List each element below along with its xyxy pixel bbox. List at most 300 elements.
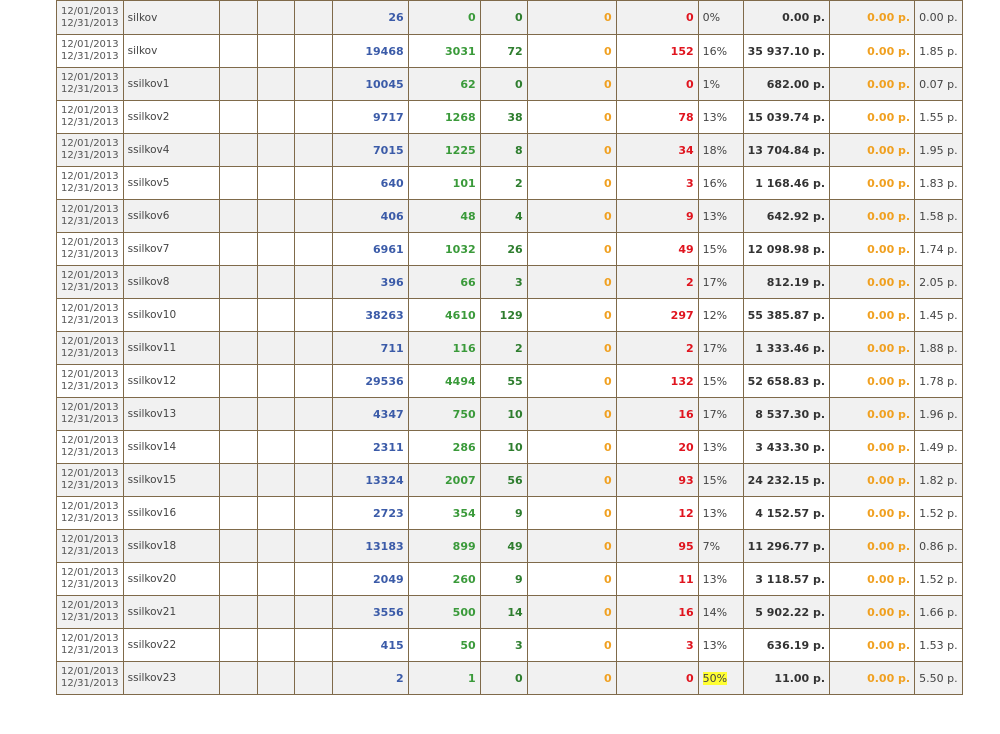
- percent-cell: [698, 299, 743, 332]
- empty-cell: [257, 629, 294, 662]
- rejected-count-cell: 2: [616, 332, 698, 365]
- views-count-cell: 26: [332, 1, 408, 35]
- date-range-cell: [57, 68, 124, 101]
- account-name-cell: ssilkov23: [123, 662, 219, 695]
- date-range-cell: [57, 398, 124, 431]
- percent-cell: [698, 629, 743, 662]
- views-count-cell: 38263: [332, 299, 408, 332]
- account-name-cell: silkov: [123, 35, 219, 68]
- rejected-count-cell: 12: [616, 497, 698, 530]
- date-range-cell: [57, 497, 124, 530]
- table-row: [57, 530, 963, 563]
- table-row: [57, 68, 963, 101]
- clicks-count-cell: 48: [408, 200, 480, 233]
- conversions-count-cell: 10: [480, 431, 527, 464]
- table-row: [57, 563, 963, 596]
- date-range-cell: [57, 629, 124, 662]
- sum-cell: 3 118.57 р.: [743, 563, 829, 596]
- average-cell: 1.58 р.: [915, 200, 963, 233]
- conversions-count-cell: 72: [480, 35, 527, 68]
- empty-cell: [219, 431, 257, 464]
- pending-count-cell: 0: [527, 365, 616, 398]
- percent-cell: [698, 200, 743, 233]
- percent-cell: [698, 431, 743, 464]
- percent-value: 0%: [702, 11, 721, 24]
- date-from: 12/01/2013: [61, 468, 119, 479]
- date-range-cell: [57, 530, 124, 563]
- rejected-count-cell: 93: [616, 464, 698, 497]
- percent-value: 15%: [702, 374, 728, 388]
- conversions-count-cell: 8: [480, 134, 527, 167]
- average-cell: 1.96 р.: [915, 398, 963, 431]
- sum-cell: 812.19 р.: [743, 266, 829, 299]
- bonus-cell: 0.00 р.: [830, 134, 915, 167]
- date-from: 12/01/2013: [61, 5, 119, 17]
- bonus-cell: 0.00 р.: [830, 662, 915, 695]
- empty-cell: [294, 200, 332, 233]
- empty-cell: [219, 1, 257, 35]
- date-from: 12/01/2013: [61, 633, 119, 644]
- bonus-cell: 0.00 р.: [830, 167, 915, 200]
- sum-cell: 55 385.87 р.: [743, 299, 829, 332]
- rejected-count-cell: 78: [616, 101, 698, 134]
- empty-cell: [219, 464, 257, 497]
- account-name-cell: ssilkov2: [123, 101, 219, 134]
- date-range-cell: [57, 1, 124, 35]
- account-name-cell: silkov: [123, 1, 219, 35]
- date-range-cell: [57, 563, 124, 596]
- views-count-cell: 29536: [332, 365, 408, 398]
- table-row: [57, 464, 963, 497]
- percent-value: 13%: [702, 506, 728, 520]
- views-count-cell: 2311: [332, 431, 408, 464]
- date-from: 12/01/2013: [61, 336, 119, 347]
- table-row: [57, 662, 963, 695]
- empty-cell: [257, 1, 294, 35]
- conversions-count-cell: 10: [480, 398, 527, 431]
- empty-cell: [257, 200, 294, 233]
- sum-cell: 35 937.10 р.: [743, 35, 829, 68]
- percent-cell: [698, 365, 743, 398]
- rejected-count-cell: 0: [616, 662, 698, 695]
- date-range-cell: [57, 266, 124, 299]
- rejected-count-cell: 34: [616, 134, 698, 167]
- average-cell: 1.52 р.: [915, 497, 963, 530]
- date-from: 12/01/2013: [61, 369, 119, 380]
- stats-table-wrapper: [56, 0, 963, 695]
- percent-cell: [698, 68, 743, 101]
- empty-cell: [294, 563, 332, 596]
- empty-cell: [257, 134, 294, 167]
- bonus-cell: 0.00 р.: [830, 629, 915, 662]
- date-from: 12/01/2013: [61, 72, 119, 83]
- date-range-cell: [57, 101, 124, 134]
- percent-cell: [698, 35, 743, 68]
- empty-cell: [294, 365, 332, 398]
- date-to: 12/31/2013: [61, 579, 119, 590]
- sum-cell: 1 168.46 р.: [743, 167, 829, 200]
- empty-cell: [294, 629, 332, 662]
- empty-cell: [219, 497, 257, 530]
- percent-cell: [698, 266, 743, 299]
- pending-count-cell: 0: [527, 332, 616, 365]
- account-name-cell: ssilkov14: [123, 431, 219, 464]
- percent-cell: [698, 1, 743, 35]
- date-to: 12/31/2013: [61, 315, 119, 326]
- bonus-cell: 0.00 р.: [830, 398, 915, 431]
- average-cell: 1.49 р.: [915, 431, 963, 464]
- conversions-count-cell: 55: [480, 365, 527, 398]
- percent-cell: [698, 134, 743, 167]
- date-from: 12/01/2013: [61, 435, 119, 446]
- pending-count-cell: 0: [527, 299, 616, 332]
- table-row: [57, 365, 963, 398]
- empty-cell: [219, 398, 257, 431]
- account-name-cell: ssilkov22: [123, 629, 219, 662]
- conversions-count-cell: 14: [480, 596, 527, 629]
- date-from: 12/01/2013: [61, 501, 119, 512]
- rejected-count-cell: 49: [616, 233, 698, 266]
- rejected-count-cell: 16: [616, 596, 698, 629]
- clicks-count-cell: 750: [408, 398, 480, 431]
- average-cell: 1.53 р.: [915, 629, 963, 662]
- table-row: [57, 35, 963, 68]
- percent-value: 1%: [702, 77, 721, 91]
- views-count-cell: 640: [332, 167, 408, 200]
- date-to: 12/31/2013: [61, 282, 119, 293]
- empty-cell: [257, 596, 294, 629]
- clicks-count-cell: 66: [408, 266, 480, 299]
- percent-cell: [698, 167, 743, 200]
- table-row: [57, 431, 963, 464]
- date-to: 12/31/2013: [61, 51, 119, 62]
- bonus-cell: 0.00 р.: [830, 266, 915, 299]
- rejected-count-cell: 132: [616, 365, 698, 398]
- date-range-cell: [57, 35, 124, 68]
- percent-cell: [698, 332, 743, 365]
- account-name-cell: ssilkov6: [123, 200, 219, 233]
- percent-value: 7%: [702, 539, 721, 553]
- clicks-count-cell: 899: [408, 530, 480, 563]
- date-from: 12/01/2013: [61, 105, 119, 116]
- date-range-cell: [57, 299, 124, 332]
- rejected-count-cell: 16: [616, 398, 698, 431]
- account-name-cell: ssilkov10: [123, 299, 219, 332]
- table-row: [57, 233, 963, 266]
- bonus-cell: 0.00 р.: [830, 563, 915, 596]
- sum-cell: 11 296.77 р.: [743, 530, 829, 563]
- account-name-cell: ssilkov15: [123, 464, 219, 497]
- empty-cell: [257, 497, 294, 530]
- sum-cell: 24 232.15 р.: [743, 464, 829, 497]
- average-cell: 2.05 р.: [915, 266, 963, 299]
- table-row: [57, 299, 963, 332]
- date-to: 12/31/2013: [61, 117, 119, 128]
- empty-cell: [294, 101, 332, 134]
- percent-value: 15%: [702, 473, 728, 487]
- views-count-cell: 2723: [332, 497, 408, 530]
- sum-cell: 636.19 р.: [743, 629, 829, 662]
- sum-cell: 0.00 р.: [743, 1, 829, 35]
- percent-cell: [698, 596, 743, 629]
- sum-cell: 13 704.84 р.: [743, 134, 829, 167]
- table-row: [57, 266, 963, 299]
- empty-cell: [219, 167, 257, 200]
- sum-cell: 52 658.83 р.: [743, 365, 829, 398]
- table-row: [57, 200, 963, 233]
- empty-cell: [257, 530, 294, 563]
- percent-value: 18%: [702, 143, 728, 157]
- empty-cell: [219, 662, 257, 695]
- empty-cell: [294, 134, 332, 167]
- table-body: [57, 1, 963, 695]
- account-name-cell: ssilkov7: [123, 233, 219, 266]
- clicks-count-cell: 50: [408, 629, 480, 662]
- views-count-cell: 396: [332, 266, 408, 299]
- empty-cell: [294, 68, 332, 101]
- pending-count-cell: 0: [527, 233, 616, 266]
- table-row: [57, 497, 963, 530]
- rejected-count-cell: 3: [616, 629, 698, 662]
- empty-cell: [294, 266, 332, 299]
- clicks-count-cell: 1268: [408, 101, 480, 134]
- percent-value: 17%: [702, 341, 728, 355]
- clicks-count-cell: 260: [408, 563, 480, 596]
- bonus-cell: 0.00 р.: [830, 332, 915, 365]
- pending-count-cell: 0: [527, 101, 616, 134]
- empty-cell: [294, 530, 332, 563]
- percent-cell: [698, 233, 743, 266]
- empty-cell: [257, 266, 294, 299]
- conversions-count-cell: 129: [480, 299, 527, 332]
- percent-value: 17%: [702, 275, 728, 289]
- views-count-cell: 13324: [332, 464, 408, 497]
- date-to: 12/31/2013: [61, 150, 119, 161]
- average-cell: 0.07 р.: [915, 68, 963, 101]
- rejected-count-cell: 3: [616, 167, 698, 200]
- average-cell: 1.78 р.: [915, 365, 963, 398]
- date-to: 12/31/2013: [61, 381, 119, 392]
- pending-count-cell: 0: [527, 596, 616, 629]
- bonus-cell: 0.00 р.: [830, 1, 915, 35]
- percent-cell: [698, 530, 743, 563]
- date-from: 12/01/2013: [61, 204, 119, 215]
- percent-value: 15%: [702, 242, 728, 256]
- pending-count-cell: 0: [527, 398, 616, 431]
- date-to: 12/31/2013: [61, 645, 119, 656]
- empty-cell: [219, 35, 257, 68]
- empty-cell: [257, 233, 294, 266]
- empty-cell: [219, 629, 257, 662]
- date-range-cell: [57, 200, 124, 233]
- views-count-cell: 711: [332, 332, 408, 365]
- date-from: 12/01/2013: [61, 270, 119, 281]
- sum-cell: 682.00 р.: [743, 68, 829, 101]
- views-count-cell: 415: [332, 629, 408, 662]
- pending-count-cell: 0: [527, 35, 616, 68]
- table-row: [57, 596, 963, 629]
- conversions-count-cell: 9: [480, 563, 527, 596]
- bonus-cell: 0.00 р.: [830, 431, 915, 464]
- table-row: [57, 332, 963, 365]
- percent-cell: [698, 398, 743, 431]
- percent-value: 12%: [702, 308, 728, 322]
- conversions-count-cell: 38: [480, 101, 527, 134]
- bonus-cell: 0.00 р.: [830, 596, 915, 629]
- percent-value: 16%: [702, 44, 728, 58]
- empty-cell: [294, 332, 332, 365]
- percent-cell: [698, 101, 743, 134]
- date-to: 12/31/2013: [61, 678, 119, 689]
- date-to: 12/31/2013: [61, 612, 119, 623]
- empty-cell: [294, 299, 332, 332]
- percent-value: 14%: [702, 605, 728, 619]
- pending-count-cell: 0: [527, 266, 616, 299]
- views-count-cell: 3556: [332, 596, 408, 629]
- average-cell: 1.45 р.: [915, 299, 963, 332]
- percent-value: 16%: [702, 176, 728, 190]
- empty-cell: [219, 101, 257, 134]
- average-cell: 1.85 р.: [915, 35, 963, 68]
- date-from: 12/01/2013: [61, 402, 119, 413]
- date-to: 12/31/2013: [61, 17, 119, 29]
- date-range-cell: [57, 596, 124, 629]
- rejected-count-cell: 95: [616, 530, 698, 563]
- empty-cell: [257, 101, 294, 134]
- empty-cell: [294, 398, 332, 431]
- empty-cell: [219, 563, 257, 596]
- clicks-count-cell: 1: [408, 662, 480, 695]
- date-range-cell: [57, 167, 124, 200]
- average-cell: 0.86 р.: [915, 530, 963, 563]
- average-cell: 1.88 р.: [915, 332, 963, 365]
- pending-count-cell: 0: [527, 431, 616, 464]
- sum-cell: 15 039.74 р.: [743, 101, 829, 134]
- bonus-cell: 0.00 р.: [830, 497, 915, 530]
- empty-cell: [219, 299, 257, 332]
- average-cell: 1.66 р.: [915, 596, 963, 629]
- percent-value: 13%: [702, 440, 728, 454]
- empty-cell: [294, 431, 332, 464]
- clicks-count-cell: 0: [408, 1, 480, 35]
- sum-cell: 642.92 р.: [743, 200, 829, 233]
- account-name-cell: ssilkov16: [123, 497, 219, 530]
- account-name-cell: ssilkov18: [123, 530, 219, 563]
- percent-cell: [698, 464, 743, 497]
- empty-cell: [219, 68, 257, 101]
- pending-count-cell: 0: [527, 497, 616, 530]
- average-cell: 1.74 р.: [915, 233, 963, 266]
- date-to: 12/31/2013: [61, 348, 119, 359]
- percent-value: 13%: [702, 572, 728, 586]
- empty-cell: [294, 167, 332, 200]
- views-count-cell: 6961: [332, 233, 408, 266]
- sum-cell: 12 098.98 р.: [743, 233, 829, 266]
- conversions-count-cell: 3: [480, 266, 527, 299]
- average-cell: 1.82 р.: [915, 464, 963, 497]
- empty-cell: [294, 233, 332, 266]
- account-name-cell: ssilkov5: [123, 167, 219, 200]
- empty-cell: [294, 497, 332, 530]
- bonus-cell: 0.00 р.: [830, 299, 915, 332]
- date-range-cell: [57, 365, 124, 398]
- empty-cell: [257, 299, 294, 332]
- clicks-count-cell: 354: [408, 497, 480, 530]
- conversions-count-cell: 4: [480, 200, 527, 233]
- empty-cell: [257, 365, 294, 398]
- bonus-cell: 0.00 р.: [830, 233, 915, 266]
- empty-cell: [219, 596, 257, 629]
- conversions-count-cell: 0: [480, 662, 527, 695]
- clicks-count-cell: 3031: [408, 35, 480, 68]
- account-name-cell: ssilkov11: [123, 332, 219, 365]
- empty-cell: [219, 200, 257, 233]
- conversions-count-cell: 9: [480, 497, 527, 530]
- pending-count-cell: 0: [527, 530, 616, 563]
- pending-count-cell: 0: [527, 464, 616, 497]
- stats-table: [56, 0, 963, 695]
- clicks-count-cell: 286: [408, 431, 480, 464]
- views-count-cell: 9717: [332, 101, 408, 134]
- date-from: 12/01/2013: [61, 600, 119, 611]
- date-to: 12/31/2013: [61, 249, 119, 260]
- table-row: [57, 134, 963, 167]
- rejected-count-cell: 152: [616, 35, 698, 68]
- views-count-cell: 13183: [332, 530, 408, 563]
- date-from: 12/01/2013: [61, 138, 119, 149]
- conversions-count-cell: 56: [480, 464, 527, 497]
- empty-cell: [294, 464, 332, 497]
- clicks-count-cell: 116: [408, 332, 480, 365]
- date-to: 12/31/2013: [61, 480, 119, 491]
- empty-cell: [294, 596, 332, 629]
- table-row: [57, 629, 963, 662]
- views-count-cell: 2049: [332, 563, 408, 596]
- average-cell: 0.00 р.: [915, 1, 963, 35]
- rejected-count-cell: 11: [616, 563, 698, 596]
- average-cell: 1.83 р.: [915, 167, 963, 200]
- percent-value: 50%: [702, 671, 728, 685]
- conversions-count-cell: 2: [480, 332, 527, 365]
- conversions-count-cell: 0: [480, 68, 527, 101]
- percent-value: 17%: [702, 407, 728, 421]
- date-range-cell: [57, 431, 124, 464]
- empty-cell: [257, 398, 294, 431]
- average-cell: 5.50 р.: [915, 662, 963, 695]
- date-from: 12/01/2013: [61, 567, 119, 578]
- table-row: [57, 398, 963, 431]
- pending-count-cell: 0: [527, 629, 616, 662]
- conversions-count-cell: 2: [480, 167, 527, 200]
- average-cell: 1.52 р.: [915, 563, 963, 596]
- account-name-cell: ssilkov8: [123, 266, 219, 299]
- sum-cell: 11.00 р.: [743, 662, 829, 695]
- date-to: 12/31/2013: [61, 183, 119, 194]
- pending-count-cell: 0: [527, 1, 616, 35]
- empty-cell: [257, 662, 294, 695]
- average-cell: 1.55 р.: [915, 101, 963, 134]
- views-count-cell: 19468: [332, 35, 408, 68]
- empty-cell: [219, 530, 257, 563]
- conversions-count-cell: 49: [480, 530, 527, 563]
- empty-cell: [257, 563, 294, 596]
- date-to: 12/31/2013: [61, 447, 119, 458]
- empty-cell: [257, 68, 294, 101]
- clicks-count-cell: 2007: [408, 464, 480, 497]
- empty-cell: [257, 332, 294, 365]
- date-from: 12/01/2013: [61, 666, 119, 677]
- pending-count-cell: 0: [527, 200, 616, 233]
